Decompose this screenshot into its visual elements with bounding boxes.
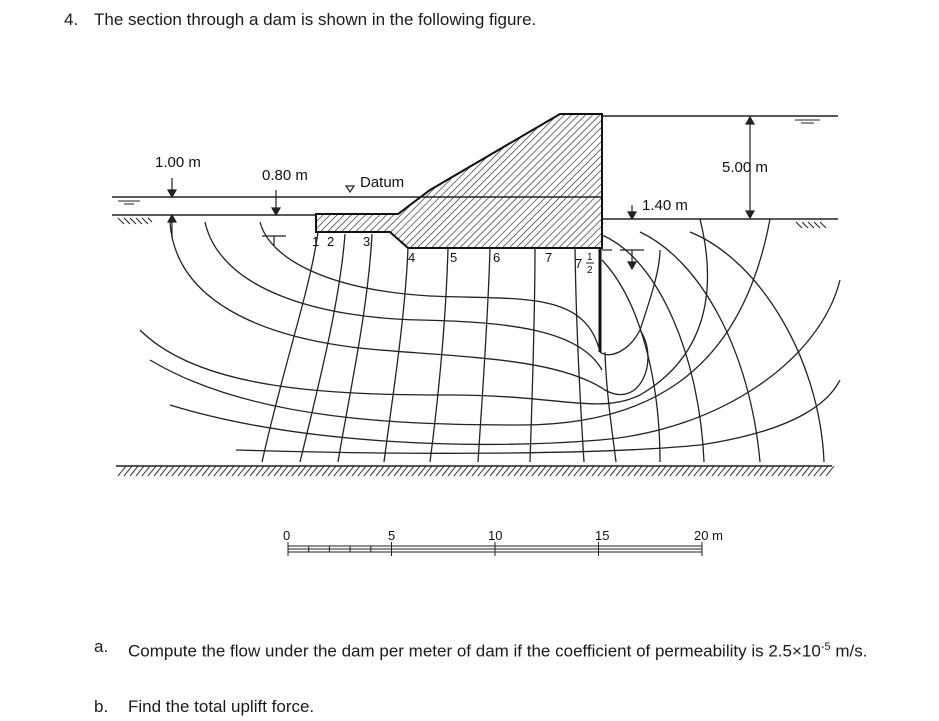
half-fraction-denominator: 2	[587, 265, 593, 276]
scale-tick-5: 5	[388, 528, 396, 543]
drop-label-3: 3	[363, 234, 371, 249]
datum-label: Datum	[360, 174, 405, 191]
drop-label-2: 2	[327, 234, 335, 249]
question-text: The section through a dam is shown in the following figure.	[94, 10, 537, 29]
tailwater-drop-label: 5.00 m	[722, 159, 768, 176]
part-b	[94, 693, 908, 721]
part-b-label: b.	[94, 697, 109, 716]
cutoff-depth-label: 1.40 m	[642, 197, 688, 214]
impermeable-base	[116, 466, 834, 476]
scale-tick-20: 20 m	[694, 528, 723, 543]
ground-surface-right	[602, 219, 838, 228]
question-number: 4.	[64, 10, 79, 29]
scale-bar	[283, 528, 723, 556]
half-fraction-numerator: 1	[587, 252, 593, 263]
drop-label-5: 5	[450, 250, 458, 265]
question-heading	[64, 10, 536, 30]
drop-label-6: 6	[493, 250, 501, 265]
drop-label-7: 7	[545, 250, 553, 265]
headwater-surface	[602, 116, 838, 123]
part-a-text	[128, 633, 908, 666]
drop-label-7-half: 7	[575, 256, 583, 271]
upstream-depth-label: 1.00 m	[155, 154, 201, 171]
dam-body	[316, 114, 602, 248]
part-a-text-after: m/s.	[830, 641, 868, 661]
drop-label-1: 1	[312, 234, 320, 249]
scale-tick-10: 10	[488, 528, 503, 543]
apron-depth-label: 0.80 m	[262, 167, 308, 184]
part-a	[94, 633, 908, 666]
equipotential-lines	[262, 232, 824, 462]
part-a-text-before: Compute the flow under the dam per meter of dam if the coefficient of permeability is 2.5×10	[128, 641, 821, 661]
part-a-label: a.	[94, 637, 109, 656]
drop-label-4: 4	[408, 250, 416, 265]
scale-tick-15: 15	[595, 528, 610, 543]
dam-flow-net-figure	[0, 90, 939, 580]
part-a-exponent: -5	[820, 641, 831, 653]
ground-surface-left	[112, 215, 316, 224]
part-b-text: Find the total uplift force.	[128, 697, 315, 716]
scale-tick-0: 0	[283, 528, 291, 543]
